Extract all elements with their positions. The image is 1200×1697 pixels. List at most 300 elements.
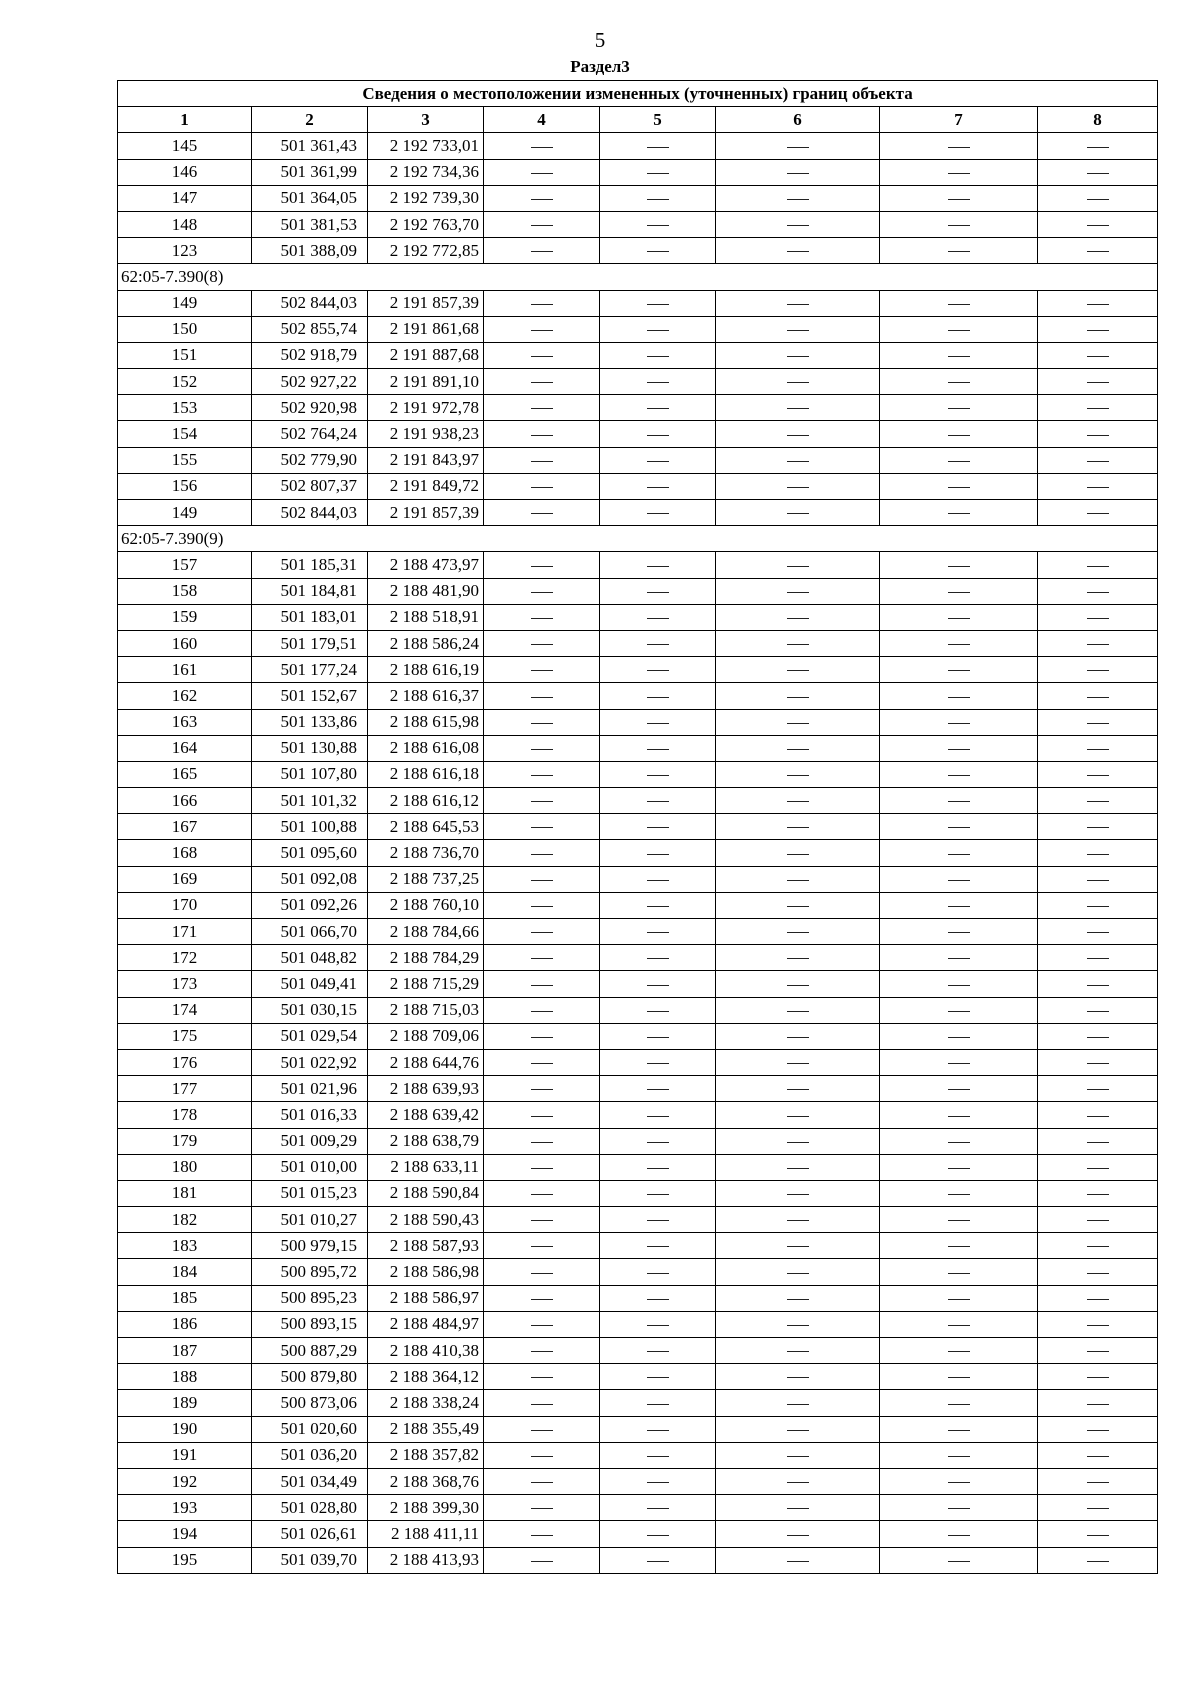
dash-mark: [787, 697, 809, 698]
table-body: [118, 133, 1158, 1573]
dash-mark: [948, 461, 970, 462]
point-number-cell: 177: [118, 1076, 252, 1102]
point-number-cell: 167: [118, 814, 252, 840]
x-coordinate-cell: 501 010,27: [252, 1207, 368, 1233]
table-row: [118, 316, 1158, 342]
y-coordinate-cell: 2 191 857,39: [368, 290, 484, 316]
dash-mark: [1087, 958, 1109, 959]
dash-mark: [948, 1011, 970, 1012]
x-coordinate-cell: 501 009,29: [252, 1128, 368, 1154]
empty-value-cell: [484, 1468, 600, 1494]
empty-value-cell: [716, 1076, 880, 1102]
dash-mark: [948, 1404, 970, 1405]
dash-mark: [647, 1089, 669, 1090]
empty-value-cell: [1038, 1338, 1158, 1364]
empty-value-cell: [880, 1154, 1038, 1180]
empty-value-cell: [600, 159, 716, 185]
dash-mark: [531, 461, 553, 462]
dash-mark: [787, 251, 809, 252]
dash-mark: [531, 985, 553, 986]
empty-value-cell: [716, 709, 880, 735]
x-coordinate-cell: 501 028,80: [252, 1495, 368, 1521]
dash-mark: [647, 1456, 669, 1457]
dash-mark: [948, 985, 970, 986]
dash-mark: [1087, 1508, 1109, 1509]
dash-mark: [531, 435, 553, 436]
empty-value-cell: [600, 369, 716, 395]
empty-value-cell: [716, 683, 880, 709]
empty-value-cell: [600, 709, 716, 735]
empty-value-cell: [484, 316, 600, 342]
y-coordinate-cell: 2 188 633,11: [368, 1154, 484, 1180]
dash-mark: [787, 775, 809, 776]
dash-mark: [647, 854, 669, 855]
dash-mark: [647, 330, 669, 331]
dash-mark: [948, 487, 970, 488]
point-number-cell: 149: [118, 290, 252, 316]
empty-value-cell: [600, 1338, 716, 1364]
empty-value-cell: [716, 1285, 880, 1311]
empty-value-cell: [880, 342, 1038, 368]
dash-mark: [948, 1325, 970, 1326]
point-number-cell: 123: [118, 238, 252, 264]
empty-value-cell: [880, 185, 1038, 211]
empty-value-cell: [1038, 1259, 1158, 1285]
dash-mark: [1087, 1430, 1109, 1431]
table-row: [118, 840, 1158, 866]
point-number-cell: 168: [118, 840, 252, 866]
dash-mark: [1087, 251, 1109, 252]
empty-value-cell: [880, 500, 1038, 526]
dash-mark: [1087, 461, 1109, 462]
x-coordinate-cell: 502 844,03: [252, 500, 368, 526]
x-coordinate-cell: 501 021,96: [252, 1076, 368, 1102]
dash-mark: [1087, 592, 1109, 593]
empty-value-cell: [1038, 866, 1158, 892]
point-number-cell: 179: [118, 1128, 252, 1154]
dash-mark: [948, 723, 970, 724]
dash-mark: [787, 461, 809, 462]
y-coordinate-cell: 2 188 616,19: [368, 657, 484, 683]
empty-value-cell: [716, 185, 880, 211]
dash-mark: [787, 1404, 809, 1405]
empty-value-cell: [600, 1468, 716, 1494]
empty-value-cell: [484, 1285, 600, 1311]
empty-value-cell: [1038, 1154, 1158, 1180]
dash-mark: [948, 408, 970, 409]
empty-value-cell: [600, 840, 716, 866]
table-row: [118, 1207, 1158, 1233]
x-coordinate-cell: 502 855,74: [252, 316, 368, 342]
x-coordinate-cell: 501 030,15: [252, 997, 368, 1023]
dash-mark: [531, 1089, 553, 1090]
empty-value-cell: [716, 500, 880, 526]
empty-value-cell: [600, 630, 716, 656]
dash-mark: [1087, 1273, 1109, 1274]
dash-mark: [948, 1561, 970, 1562]
point-number-cell: 152: [118, 369, 252, 395]
dash-mark: [1087, 670, 1109, 671]
point-number-cell: 162: [118, 683, 252, 709]
empty-value-cell: [1038, 814, 1158, 840]
empty-value-cell: [1038, 185, 1158, 211]
point-number-cell: 172: [118, 945, 252, 971]
table-row: [118, 788, 1158, 814]
point-number-cell: 163: [118, 709, 252, 735]
dash-mark: [531, 1037, 553, 1038]
dash-mark: [948, 1508, 970, 1509]
dash-mark: [948, 906, 970, 907]
dash-mark: [531, 749, 553, 750]
dash-mark: [948, 513, 970, 514]
dash-mark: [787, 1037, 809, 1038]
x-coordinate-cell: 500 873,06: [252, 1390, 368, 1416]
dash-mark: [1087, 1089, 1109, 1090]
dash-mark: [948, 435, 970, 436]
dash-mark: [647, 697, 669, 698]
empty-value-cell: [1038, 342, 1158, 368]
y-coordinate-cell: 2 188 616,12: [368, 788, 484, 814]
y-coordinate-cell: 2 192 739,30: [368, 185, 484, 211]
empty-value-cell: [1038, 840, 1158, 866]
empty-value-cell: [1038, 1390, 1158, 1416]
empty-value-cell: [716, 290, 880, 316]
empty-value-cell: [880, 1416, 1038, 1442]
empty-value-cell: [716, 1390, 880, 1416]
x-coordinate-cell: 500 979,15: [252, 1233, 368, 1259]
dash-mark: [787, 382, 809, 383]
dash-mark: [948, 173, 970, 174]
dash-mark: [948, 1220, 970, 1221]
point-number-cell: 192: [118, 1468, 252, 1494]
dash-mark: [948, 1377, 970, 1378]
dash-mark: [948, 801, 970, 802]
empty-value-cell: [484, 238, 600, 264]
empty-value-cell: [716, 997, 880, 1023]
empty-value-cell: [600, 395, 716, 421]
dash-mark: [531, 1299, 553, 1300]
dash-mark: [531, 1535, 553, 1536]
dash-mark: [948, 1430, 970, 1431]
point-number-cell: 154: [118, 421, 252, 447]
dash-mark: [787, 644, 809, 645]
empty-value-cell: [880, 761, 1038, 787]
dash-mark: [787, 932, 809, 933]
point-number-cell: 194: [118, 1521, 252, 1547]
empty-value-cell: [600, 1495, 716, 1521]
dash-mark: [531, 487, 553, 488]
empty-value-cell: [600, 1442, 716, 1468]
dash-mark: [787, 985, 809, 986]
dash-mark: [1087, 330, 1109, 331]
y-coordinate-cell: 2 192 763,70: [368, 211, 484, 237]
empty-value-cell: [716, 630, 880, 656]
dash-mark: [948, 1535, 970, 1536]
dash-mark: [647, 932, 669, 933]
empty-value-cell: [600, 421, 716, 447]
y-coordinate-cell: 2 192 733,01: [368, 133, 484, 159]
x-coordinate-cell: 501 381,53: [252, 211, 368, 237]
y-coordinate-cell: 2 188 715,29: [368, 971, 484, 997]
dash-mark: [787, 1456, 809, 1457]
empty-value-cell: [716, 447, 880, 473]
empty-value-cell: [716, 840, 880, 866]
dash-mark: [647, 435, 669, 436]
dash-mark: [948, 775, 970, 776]
empty-value-cell: [716, 1442, 880, 1468]
empty-value-cell: [600, 1023, 716, 1049]
empty-value-cell: [1038, 919, 1158, 945]
dash-mark: [948, 199, 970, 200]
empty-value-cell: [484, 1547, 600, 1573]
empty-value-cell: [1038, 316, 1158, 342]
empty-value-cell: [484, 500, 600, 526]
dash-mark: [1087, 513, 1109, 514]
dash-mark: [647, 827, 669, 828]
point-number-cell: 153: [118, 395, 252, 421]
y-coordinate-cell: 2 188 784,66: [368, 919, 484, 945]
table-row: [118, 657, 1158, 683]
empty-value-cell: [880, 657, 1038, 683]
empty-value-cell: [1038, 290, 1158, 316]
dash-mark: [1087, 487, 1109, 488]
empty-value-cell: [484, 1442, 600, 1468]
dash-mark: [787, 827, 809, 828]
empty-value-cell: [600, 1180, 716, 1206]
empty-value-cell: [484, 657, 600, 683]
dash-mark: [1087, 801, 1109, 802]
x-coordinate-cell: 500 879,80: [252, 1364, 368, 1390]
dash-mark: [948, 1194, 970, 1195]
empty-value-cell: [716, 1547, 880, 1573]
point-number-cell: 187: [118, 1338, 252, 1364]
table-row: [118, 369, 1158, 395]
dash-mark: [1087, 932, 1109, 933]
empty-value-cell: [484, 1416, 600, 1442]
empty-value-cell: [1038, 395, 1158, 421]
x-coordinate-cell: 501 026,61: [252, 1521, 368, 1547]
empty-value-cell: [600, 578, 716, 604]
dash-mark: [647, 1011, 669, 1012]
dash-mark: [531, 1246, 553, 1247]
dash-mark: [531, 1482, 553, 1483]
dash-mark: [948, 330, 970, 331]
dash-mark: [1087, 775, 1109, 776]
dash-mark: [647, 1246, 669, 1247]
empty-value-cell: [1038, 971, 1158, 997]
empty-value-cell: [1038, 1102, 1158, 1128]
dash-mark: [948, 1037, 970, 1038]
dash-mark: [1087, 827, 1109, 828]
dash-mark: [1087, 566, 1109, 567]
dash-mark: [531, 958, 553, 959]
empty-value-cell: [484, 604, 600, 630]
dash-mark: [948, 1456, 970, 1457]
table-row: [118, 395, 1158, 421]
point-number-cell: 185: [118, 1285, 252, 1311]
empty-value-cell: [1038, 1416, 1158, 1442]
point-number-cell: 180: [118, 1154, 252, 1180]
dash-mark: [787, 1011, 809, 1012]
table-row: [118, 1023, 1158, 1049]
empty-value-cell: [484, 473, 600, 499]
y-coordinate-cell: 2 191 849,72: [368, 473, 484, 499]
empty-value-cell: [600, 866, 716, 892]
empty-value-cell: [880, 892, 1038, 918]
empty-value-cell: [600, 133, 716, 159]
empty-value-cell: [716, 866, 880, 892]
table-row: [118, 866, 1158, 892]
x-coordinate-cell: 501 361,43: [252, 133, 368, 159]
dash-mark: [1087, 147, 1109, 148]
table-row: [118, 945, 1158, 971]
empty-value-cell: [1038, 709, 1158, 735]
empty-value-cell: [880, 290, 1038, 316]
table-row: [118, 185, 1158, 211]
dash-mark: [787, 487, 809, 488]
y-coordinate-cell: 2 188 484,97: [368, 1311, 484, 1337]
empty-value-cell: [880, 630, 1038, 656]
empty-value-cell: [1038, 238, 1158, 264]
dash-mark: [531, 880, 553, 881]
dash-mark: [1087, 906, 1109, 907]
x-coordinate-cell: 501 034,49: [252, 1468, 368, 1494]
point-number-cell: 174: [118, 997, 252, 1023]
x-coordinate-cell: 501 107,80: [252, 761, 368, 787]
empty-value-cell: [1038, 447, 1158, 473]
empty-value-cell: [484, 735, 600, 761]
dash-mark: [531, 1011, 553, 1012]
empty-value-cell: [484, 761, 600, 787]
dash-mark: [787, 801, 809, 802]
page-number: 5: [594, 28, 606, 52]
point-number-cell: 178: [118, 1102, 252, 1128]
table-row: [118, 997, 1158, 1023]
empty-value-cell: [880, 552, 1038, 578]
empty-value-cell: [1038, 133, 1158, 159]
x-coordinate-cell: 501 133,86: [252, 709, 368, 735]
dash-mark: [948, 304, 970, 305]
table-row: [118, 1311, 1158, 1337]
group-label: 62:05-7.390(8): [118, 264, 1158, 290]
dash-mark: [1087, 1168, 1109, 1169]
dash-mark: [647, 906, 669, 907]
dash-mark: [787, 566, 809, 567]
empty-value-cell: [716, 369, 880, 395]
empty-value-cell: [484, 342, 600, 368]
dash-mark: [1087, 304, 1109, 305]
table-row: [118, 1364, 1158, 1390]
empty-value-cell: [880, 447, 1038, 473]
empty-value-cell: [880, 421, 1038, 447]
dash-mark: [647, 958, 669, 959]
table-row: [118, 133, 1158, 159]
dash-mark: [1087, 1325, 1109, 1326]
dash-mark: [647, 382, 669, 383]
empty-value-cell: [484, 1207, 600, 1233]
dash-mark: [948, 225, 970, 226]
point-number-cell: 195: [118, 1547, 252, 1573]
table-row: [118, 238, 1158, 264]
dash-mark: [787, 958, 809, 959]
x-coordinate-cell: 501 036,20: [252, 1442, 368, 1468]
empty-value-cell: [1038, 657, 1158, 683]
empty-value-cell: [880, 945, 1038, 971]
empty-value-cell: [880, 1023, 1038, 1049]
empty-value-cell: [880, 1259, 1038, 1285]
empty-value-cell: [484, 1338, 600, 1364]
dash-mark: [647, 251, 669, 252]
dash-mark: [1087, 880, 1109, 881]
empty-value-cell: [716, 604, 880, 630]
empty-value-cell: [484, 683, 600, 709]
y-coordinate-cell: 2 188 590,43: [368, 1207, 484, 1233]
x-coordinate-cell: 501 016,33: [252, 1102, 368, 1128]
empty-value-cell: [484, 1311, 600, 1337]
empty-value-cell: [880, 971, 1038, 997]
y-coordinate-cell: 2 188 645,53: [368, 814, 484, 840]
dash-mark: [531, 670, 553, 671]
dash-mark: [787, 723, 809, 724]
empty-value-cell: [716, 1049, 880, 1075]
empty-value-cell: [600, 473, 716, 499]
dash-mark: [787, 1142, 809, 1143]
empty-value-cell: [484, 1076, 600, 1102]
empty-value-cell: [880, 211, 1038, 237]
y-coordinate-cell: 2 188 473,97: [368, 552, 484, 578]
x-coordinate-cell: 501 152,67: [252, 683, 368, 709]
dash-mark: [647, 644, 669, 645]
x-coordinate-cell: 501 388,09: [252, 238, 368, 264]
empty-value-cell: [600, 1154, 716, 1180]
empty-value-cell: [1038, 473, 1158, 499]
x-coordinate-cell: 500 893,15: [252, 1311, 368, 1337]
dash-mark: [787, 880, 809, 881]
empty-value-cell: [600, 814, 716, 840]
y-coordinate-cell: 2 192 772,85: [368, 238, 484, 264]
dash-mark: [531, 1168, 553, 1169]
empty-value-cell: [600, 997, 716, 1023]
dash-mark: [948, 356, 970, 357]
table-row: [118, 1180, 1158, 1206]
y-coordinate-cell: 2 192 734,36: [368, 159, 484, 185]
point-number-cell: 157: [118, 552, 252, 578]
table-row: [118, 578, 1158, 604]
section-title: Раздел3: [570, 57, 630, 76]
empty-value-cell: [600, 657, 716, 683]
x-coordinate-cell: 501 066,70: [252, 919, 368, 945]
point-number-cell: 164: [118, 735, 252, 761]
empty-value-cell: [1038, 630, 1158, 656]
empty-value-cell: [600, 1547, 716, 1573]
dash-mark: [948, 1273, 970, 1274]
empty-value-cell: [716, 1102, 880, 1128]
dash-mark: [1087, 1482, 1109, 1483]
dash-mark: [948, 1299, 970, 1300]
dash-mark: [787, 147, 809, 148]
empty-value-cell: [716, 1495, 880, 1521]
dash-mark: [647, 1168, 669, 1169]
table-row: [118, 735, 1158, 761]
empty-value-cell: [716, 342, 880, 368]
dash-mark: [531, 827, 553, 828]
dash-mark: [647, 1561, 669, 1562]
empty-value-cell: [880, 1049, 1038, 1075]
empty-value-cell: [716, 1311, 880, 1337]
empty-value-cell: [880, 1442, 1038, 1468]
y-coordinate-cell: 2 188 413,93: [368, 1547, 484, 1573]
dash-mark: [787, 1116, 809, 1117]
